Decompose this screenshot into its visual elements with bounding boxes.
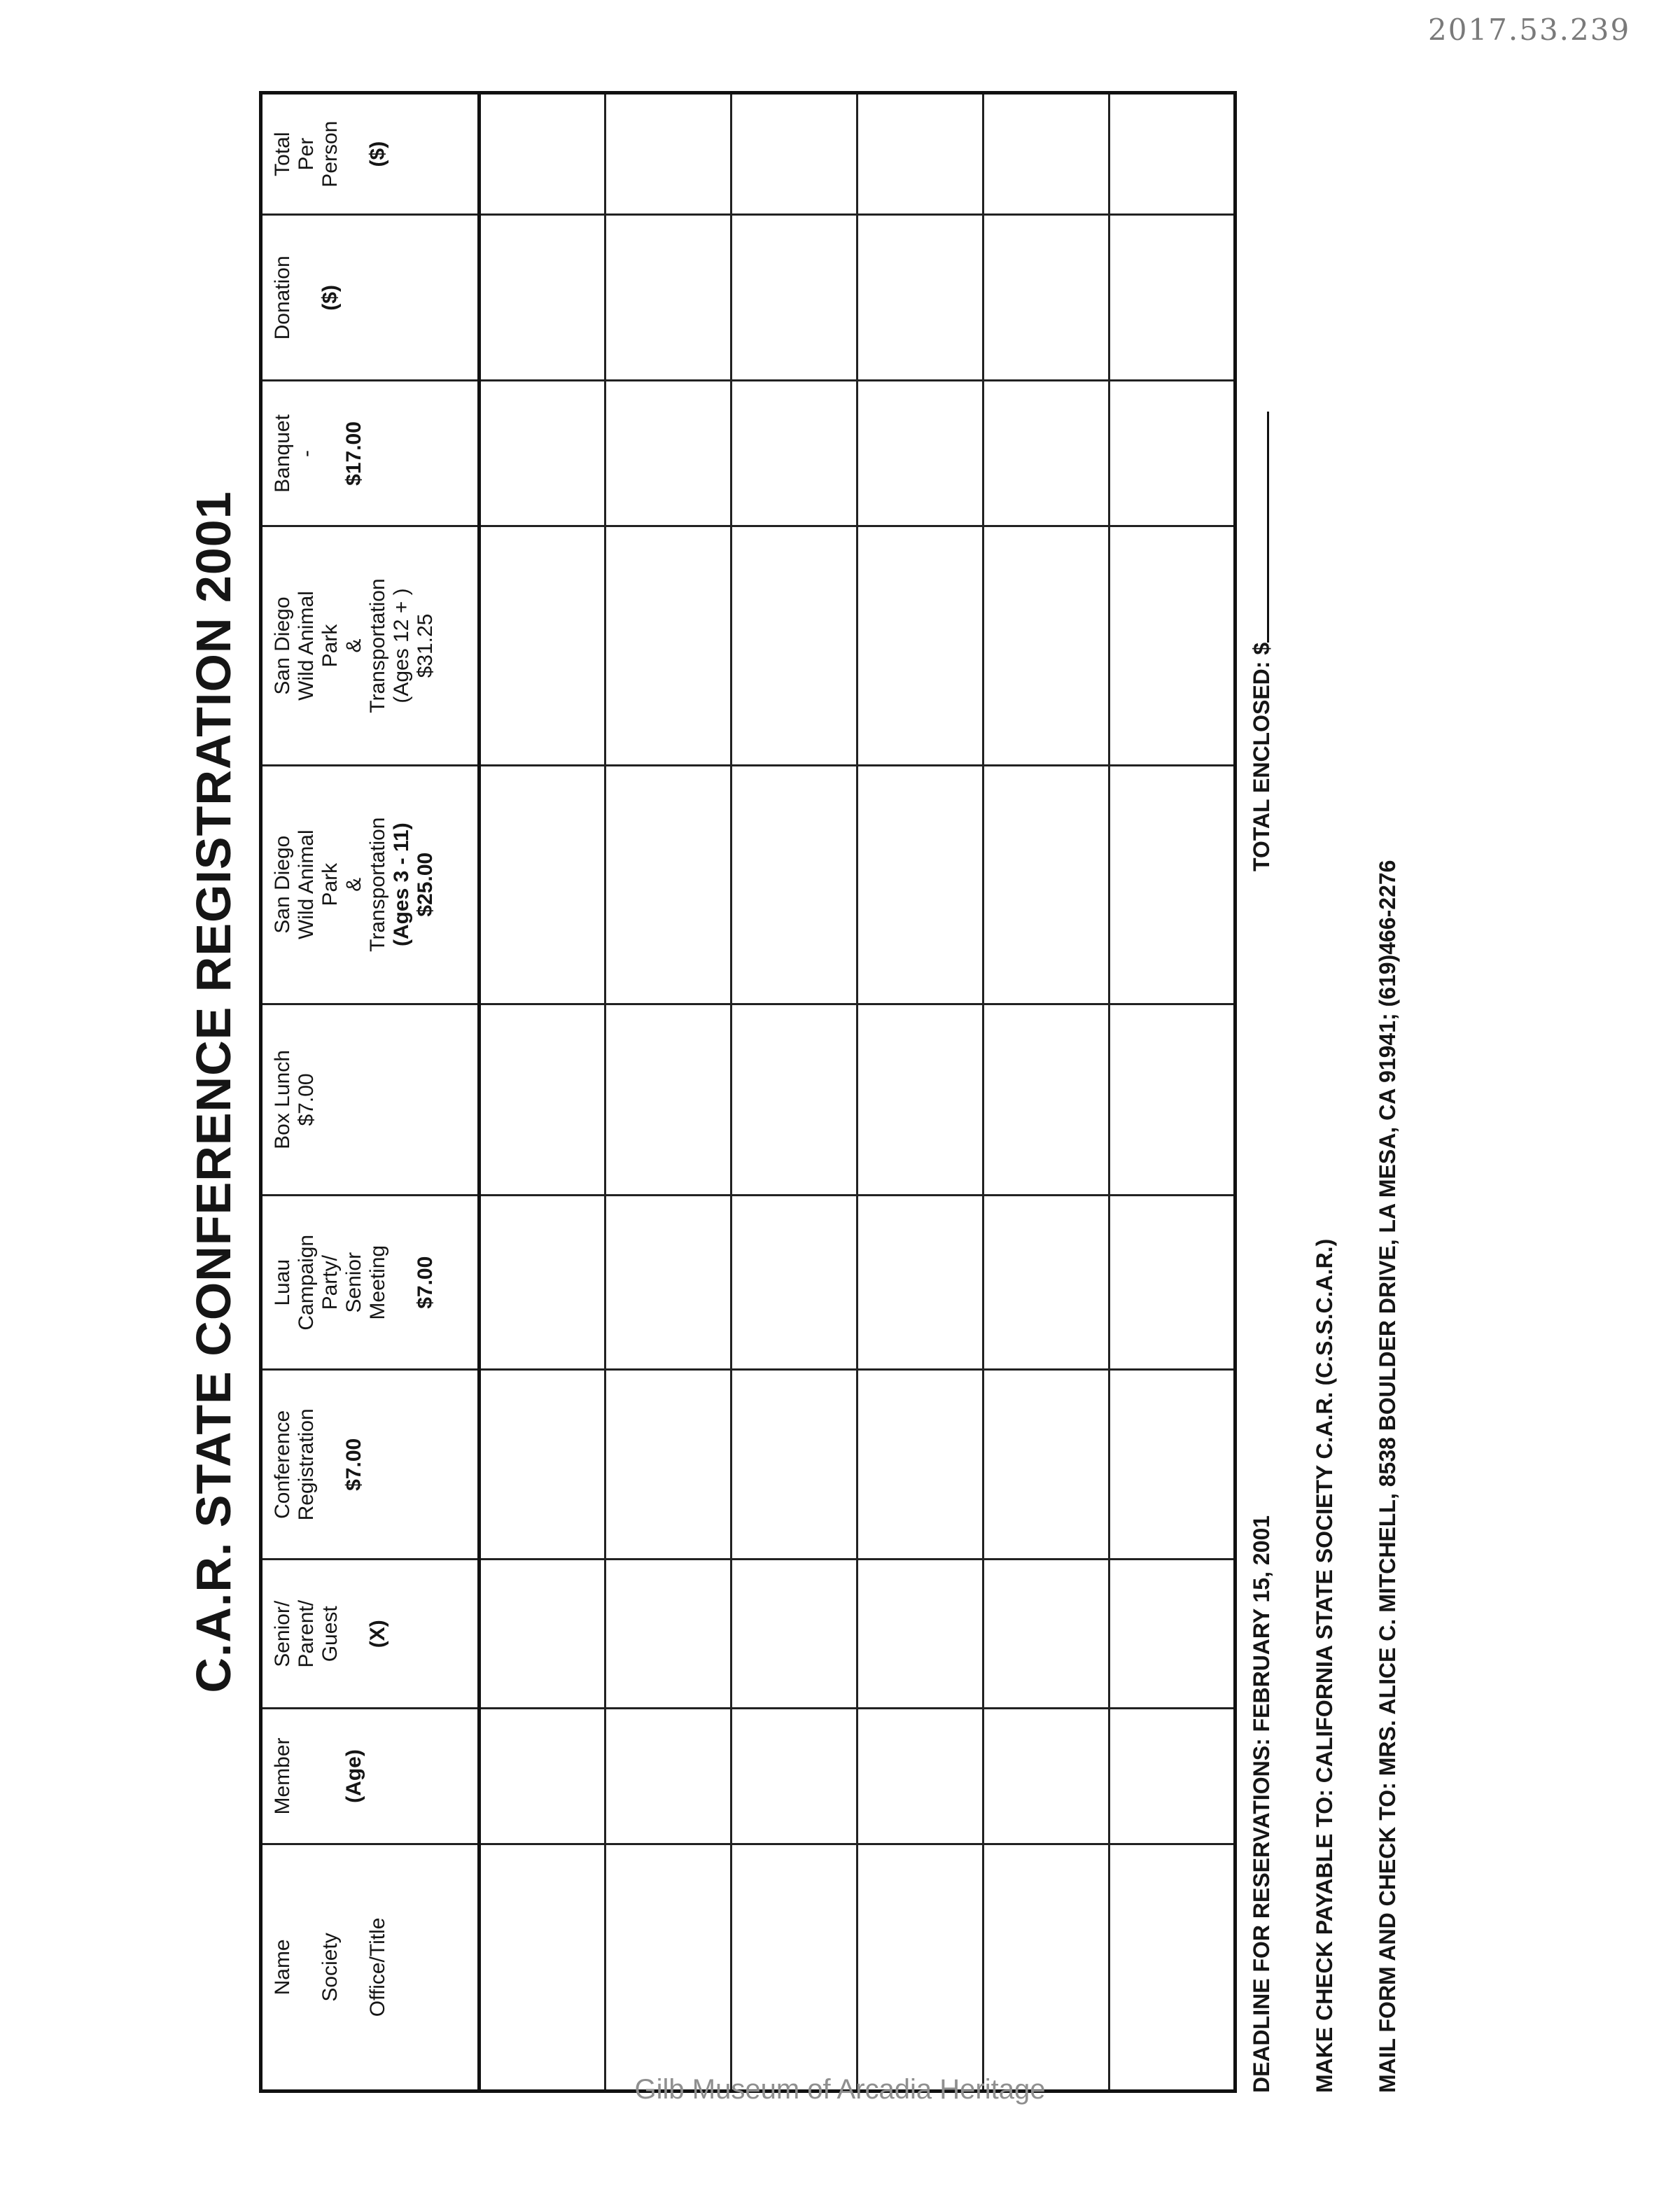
entry-cell-donation[interactable]: [1110, 215, 1236, 381]
table-row: [1110, 93, 1236, 2092]
entry-cell-luau-campaign-party[interactable]: [858, 1196, 983, 1370]
entry-cell-name-society-office[interactable]: [606, 1844, 732, 2091]
entry-cell-wild-animal-park-child[interactable]: [732, 765, 858, 1004]
entry-cell-wild-animal-park-child[interactable]: [1110, 765, 1236, 1004]
col-header-wild-animal-park-child: [261, 765, 479, 1004]
col-header-line: [390, 1196, 414, 1368]
entry-cell-total-per-person[interactable]: [606, 93, 732, 215]
entry-cell-box-lunch[interactable]: [983, 1004, 1110, 1195]
entry-cell-senior-parent-guest[interactable]: [606, 1560, 732, 1709]
col-header-line: Guest: [318, 1606, 342, 1662]
entry-cell-senior-parent-guest[interactable]: [479, 1560, 606, 1709]
entry-cell-senior-parent-guest[interactable]: [983, 1560, 1110, 1709]
col-header-box-lunch: [261, 1004, 479, 1195]
col-header-conference-registration: [261, 1370, 479, 1560]
col-header-line: Transportation: [366, 817, 389, 952]
col-header-line: &: [342, 638, 365, 653]
col-header-line: &: [342, 877, 365, 892]
col-header-senior-parent-guest: [261, 1560, 479, 1709]
col-header-line: Luau: [271, 1259, 294, 1306]
entry-cell-luau-campaign-party[interactable]: [1110, 1196, 1236, 1370]
col-header-line: (X): [366, 1620, 389, 1648]
entry-cell-senior-parent-guest[interactable]: [858, 1560, 983, 1709]
col-header-line: [318, 1709, 342, 1843]
col-header-line: (Ages 3 - 11): [390, 822, 413, 947]
col-header-total-per-person: [261, 93, 479, 215]
entry-cell-donation[interactable]: [983, 215, 1110, 381]
entry-cell-wild-animal-park-child[interactable]: [858, 765, 983, 1004]
col-header-line: San Diego: [271, 835, 294, 934]
registration-form: [168, 84, 1568, 2100]
entry-cell-wild-animal-park-child[interactable]: [983, 765, 1110, 1004]
entry-cell-conference-registration[interactable]: [1110, 1370, 1236, 1560]
entry-cell-senior-parent-guest[interactable]: [1110, 1560, 1236, 1709]
form-title: C.A.R. STATE CONFERENCE REGISTRATION 2001: [186, 491, 241, 1693]
entry-cell-banquet[interactable]: [858, 381, 983, 526]
entry-cell-donation[interactable]: [479, 215, 606, 381]
entry-cell-member-age[interactable]: [983, 1709, 1110, 1844]
entry-cell-wild-animal-park-adult[interactable]: [983, 526, 1110, 765]
total-enclosed-line[interactable]: [1246, 412, 1269, 643]
col-header-line: Party/: [318, 1255, 342, 1310]
col-header-luau-campaign-party: [261, 1196, 479, 1370]
col-header-line: [342, 1560, 366, 1707]
col-header-line: -: [295, 449, 318, 457]
col-header-wild-animal-park-adult: [261, 526, 479, 765]
entry-cell-name-society-office[interactable]: [858, 1844, 983, 2091]
entry-cell-member-age[interactable]: [732, 1709, 858, 1844]
col-header-line: ($): [318, 285, 342, 311]
col-header-line: $17.00: [342, 421, 365, 486]
total-enclosed: [1246, 412, 1277, 871]
col-header-line: Per: [295, 137, 318, 171]
col-header-line: Parent/: [295, 1599, 318, 1668]
entry-cell-luau-campaign-party[interactable]: [606, 1196, 732, 1370]
entry-cell-name-society-office[interactable]: [983, 1844, 1110, 2091]
table-row: [983, 93, 1110, 2092]
col-header-line: Wild Animal: [295, 829, 318, 940]
deadline-text: DEADLINE FOR RESERVATIONS: FEBRUARY 15, 2001: [1249, 1515, 1274, 2093]
col-header-line: $7.00: [342, 1438, 365, 1491]
entry-cell-donation[interactable]: [606, 215, 732, 381]
entry-cell-banquet[interactable]: [1110, 381, 1236, 526]
col-header-line: [295, 216, 318, 379]
accession-number: 2017.53.239: [1428, 13, 1631, 47]
col-header-line: Banquet: [271, 414, 294, 493]
col-header-line: (Age): [342, 1749, 365, 1803]
entry-cell-wild-animal-park-adult[interactable]: [732, 526, 858, 765]
entry-cell-senior-parent-guest[interactable]: [732, 1560, 858, 1709]
col-header-banquet: [261, 381, 479, 526]
col-header-member-age: [261, 1709, 479, 1844]
entry-cell-name-society-office[interactable]: [479, 1844, 606, 2091]
table-body: [479, 93, 1236, 2092]
entry-cell-banquet[interactable]: [606, 381, 732, 526]
col-header-line: Name: [271, 1939, 294, 1996]
entry-cell-conference-registration[interactable]: [858, 1370, 983, 1560]
col-header-line: Meeting: [366, 1245, 389, 1320]
entry-cell-name-society-office[interactable]: [1110, 1844, 1236, 2091]
entry-cell-luau-campaign-party[interactable]: [732, 1196, 858, 1370]
entry-cell-name-society-office[interactable]: [732, 1844, 858, 2091]
col-header-line: (Ages 12 + ): [390, 588, 413, 703]
col-header-line: [295, 1709, 318, 1843]
col-header-line: Wild Animal: [295, 591, 318, 701]
col-header-line: ($): [366, 141, 389, 167]
entry-cell-member-age[interactable]: [606, 1709, 732, 1844]
payable-text: MAKE CHECK PAYABLE TO: CALIFORNIA STATE SOCIETY C.A.R. (C.S.S.C.A.R.): [1312, 1238, 1337, 2093]
entry-cell-conference-registration[interactable]: [983, 1370, 1110, 1560]
col-header-line: Member: [271, 1737, 294, 1815]
entry-cell-total-per-person[interactable]: [1110, 93, 1236, 215]
entry-cell-conference-registration[interactable]: [479, 1370, 606, 1560]
entry-cell-conference-registration[interactable]: [606, 1370, 732, 1560]
col-header-donation: [261, 215, 479, 381]
entry-cell-banquet[interactable]: [732, 381, 858, 526]
entry-cell-wild-animal-park-child[interactable]: [606, 765, 732, 1004]
entry-cell-conference-registration[interactable]: [732, 1370, 858, 1560]
mail-text: MAIL FORM AND CHECK TO: MRS. ALICE C. MITCHELL, 8538 BOULDER DRIVE, LA MESA, CA 91941; (619)466-2276: [1375, 860, 1400, 2093]
entry-cell-total-per-person[interactable]: [858, 93, 983, 215]
col-header-line: Transportation: [366, 578, 389, 713]
entry-cell-box-lunch[interactable]: [858, 1004, 983, 1195]
col-header-line: Total: [271, 132, 294, 176]
entry-cell-wild-animal-park-child[interactable]: [479, 765, 606, 1004]
col-header-line: $7.00: [414, 1256, 437, 1309]
col-header-line: [342, 94, 366, 213]
col-header-line: Donation: [271, 255, 294, 340]
col-header-line: Registration: [295, 1408, 318, 1521]
entry-cell-donation[interactable]: [732, 215, 858, 381]
entry-cell-luau-campaign-party[interactable]: [479, 1196, 606, 1370]
col-header-line: Society: [318, 1933, 342, 2002]
col-header-line: Campaign: [295, 1234, 318, 1331]
entry-cell-banquet[interactable]: [983, 381, 1110, 526]
col-header-line: $7.00: [295, 1073, 318, 1126]
table-row: [858, 93, 983, 2092]
table-row: [732, 93, 858, 2092]
col-header-name-society-office: [261, 1844, 479, 2091]
entry-cell-total-per-person[interactable]: [732, 93, 858, 215]
entry-cell-box-lunch[interactable]: [606, 1004, 732, 1195]
entry-cell-member-age[interactable]: [479, 1709, 606, 1844]
col-header-line: $31.25: [414, 613, 437, 678]
entry-cell-box-lunch[interactable]: [479, 1004, 606, 1195]
col-header-line: $25.00: [414, 852, 437, 917]
entry-cell-member-age[interactable]: [1110, 1709, 1236, 1844]
col-header-line: Box Lunch: [271, 1050, 294, 1149]
col-header-line: [295, 1845, 318, 2089]
col-header-line: Park: [318, 862, 342, 906]
table-row: [606, 93, 732, 2092]
entry-cell-total-per-person[interactable]: [983, 93, 1110, 215]
registration-table: [259, 91, 1237, 2093]
total-enclosed-label: TOTAL ENCLOSED: $: [1249, 642, 1274, 871]
watermark: Gilb Museum of Arcadia Heritage: [634, 2074, 1046, 2105]
entry-cell-wild-animal-park-adult[interactable]: [606, 526, 732, 765]
entry-cell-box-lunch[interactable]: [1110, 1004, 1236, 1195]
col-header-line: Person: [318, 120, 342, 188]
entry-cell-wild-animal-park-adult[interactable]: [479, 526, 606, 765]
col-header-line: Park: [318, 624, 342, 668]
col-header-line: [318, 381, 342, 525]
entry-cell-banquet[interactable]: [479, 381, 606, 526]
entry-cell-total-per-person[interactable]: [479, 93, 606, 215]
col-header-line: Senior: [342, 1252, 365, 1313]
col-header-line: Senior/: [271, 1600, 294, 1667]
col-header-line: Office/Title: [366, 1917, 389, 2017]
entry-cell-donation[interactable]: [858, 215, 983, 381]
header-row: [261, 93, 479, 2092]
entry-cell-luau-campaign-party[interactable]: [983, 1196, 1110, 1370]
entry-cell-member-age[interactable]: [858, 1709, 983, 1844]
col-header-line: [342, 1845, 366, 2089]
entry-cell-wild-animal-park-adult[interactable]: [858, 526, 983, 765]
entry-cell-box-lunch[interactable]: [732, 1004, 858, 1195]
entry-cell-wild-animal-park-adult[interactable]: [1110, 526, 1236, 765]
table-row: [479, 93, 606, 2092]
col-header-line: Conference: [271, 1410, 294, 1519]
col-header-line: San Diego: [271, 596, 294, 695]
col-header-line: [318, 1371, 342, 1558]
